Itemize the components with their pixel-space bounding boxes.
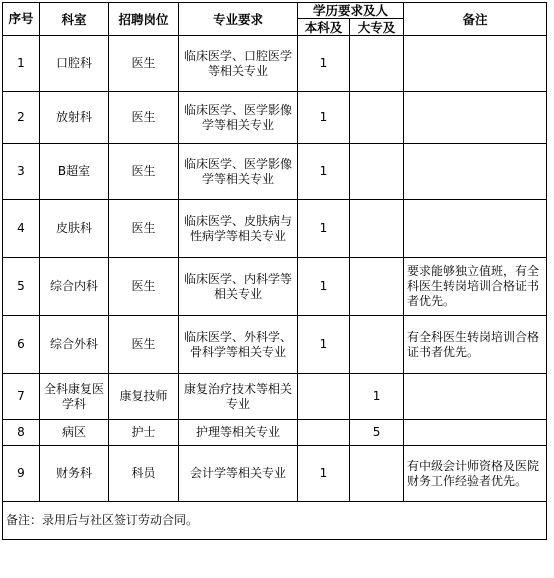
cell-seq: 8 <box>3 420 40 446</box>
cell-college <box>350 258 404 316</box>
cell-remark <box>404 36 547 92</box>
cell-dept: 财务科 <box>40 446 109 502</box>
cell-major: 康复治疗技术等相关专业 <box>179 374 298 420</box>
cell-post: 医生 <box>109 316 179 374</box>
cell-post: 医生 <box>109 258 179 316</box>
cell-major: 临床医学、医学影像学等相关专业 <box>179 92 298 144</box>
cell-bachelor <box>298 374 350 420</box>
recruitment-table <box>2 2 547 540</box>
footer-note: 备注：录用后与社区签订劳动合同。 <box>3 502 547 540</box>
cell-post: 护士 <box>109 420 179 446</box>
table-row <box>3 144 547 200</box>
cell-seq: 1 <box>3 36 40 92</box>
cell-post: 医生 <box>109 200 179 258</box>
cell-remark: 有中级会计师资格及医院财务工作经验者优先。 <box>404 446 547 502</box>
cell-seq: 2 <box>3 92 40 144</box>
cell-dept: 全科康复医学科 <box>40 374 109 420</box>
cell-dept: 放射科 <box>40 92 109 144</box>
cell-seq: 4 <box>3 200 40 258</box>
table-row <box>3 92 547 144</box>
cell-major: 临床医学、口腔医学等相关专业 <box>179 36 298 92</box>
table-row <box>3 316 547 374</box>
header-major: 专业要求 <box>179 3 298 36</box>
cell-college: 1 <box>350 374 404 420</box>
header-seq: 序号 <box>3 3 40 36</box>
cell-post: 科员 <box>109 446 179 502</box>
cell-seq: 9 <box>3 446 40 502</box>
cell-major: 临床医学、皮肤病与性病学等相关专业 <box>179 200 298 258</box>
header-bachelor: 本科及 <box>298 19 350 36</box>
table-row <box>3 258 547 316</box>
cell-post: 医生 <box>109 144 179 200</box>
cell-seq: 7 <box>3 374 40 420</box>
table-row <box>3 446 547 502</box>
header-dept: 科室 <box>40 3 109 36</box>
table-row <box>3 374 547 420</box>
header-post: 招聘岗位 <box>109 3 179 36</box>
cell-college <box>350 446 404 502</box>
cell-seq: 6 <box>3 316 40 374</box>
cell-remark <box>404 200 547 258</box>
cell-college <box>350 144 404 200</box>
cell-remark <box>404 420 547 446</box>
cell-remark <box>404 144 547 200</box>
cell-bachelor: 1 <box>298 36 350 92</box>
cell-post: 医生 <box>109 36 179 92</box>
cell-remark: 有全科医生转岗培训合格证书者优先。 <box>404 316 547 374</box>
cell-bachelor <box>298 420 350 446</box>
cell-college <box>350 92 404 144</box>
cell-dept: 口腔科 <box>40 36 109 92</box>
cell-bachelor: 1 <box>298 446 350 502</box>
cell-major: 临床医学、内科学等相关专业 <box>179 258 298 316</box>
cell-post: 医生 <box>109 92 179 144</box>
cell-bachelor: 1 <box>298 200 350 258</box>
cell-dept: 病区 <box>40 420 109 446</box>
cell-seq: 5 <box>3 258 40 316</box>
table-row <box>3 36 547 92</box>
header-edu-group: 学历要求及人 <box>298 3 404 19</box>
cell-dept: B超室 <box>40 144 109 200</box>
cell-seq: 3 <box>3 144 40 200</box>
cell-dept: 综合外科 <box>40 316 109 374</box>
cell-college <box>350 316 404 374</box>
table-row <box>3 420 547 446</box>
cell-remark: 要求能够独立值班，有全科医生转岗培训合格证书者优先。 <box>404 258 547 316</box>
cell-post: 康复技师 <box>109 374 179 420</box>
cell-remark <box>404 374 547 420</box>
cell-bachelor: 1 <box>298 92 350 144</box>
cell-major: 临床医学、医学影像学等相关专业 <box>179 144 298 200</box>
cell-major: 护理等相关专业 <box>179 420 298 446</box>
cell-major: 会计学等相关专业 <box>179 446 298 502</box>
cell-college <box>350 200 404 258</box>
header-remark: 备注 <box>404 3 547 36</box>
cell-college: 5 <box>350 420 404 446</box>
cell-bachelor: 1 <box>298 316 350 374</box>
cell-remark <box>404 92 547 144</box>
header-college: 大专及 <box>350 19 404 36</box>
cell-college <box>350 36 404 92</box>
cell-dept: 皮肤科 <box>40 200 109 258</box>
cell-bachelor: 1 <box>298 258 350 316</box>
cell-bachelor: 1 <box>298 144 350 200</box>
cell-dept: 综合内科 <box>40 258 109 316</box>
table-row <box>3 200 547 258</box>
cell-major: 临床医学、外科学、骨科学等相关专业 <box>179 316 298 374</box>
